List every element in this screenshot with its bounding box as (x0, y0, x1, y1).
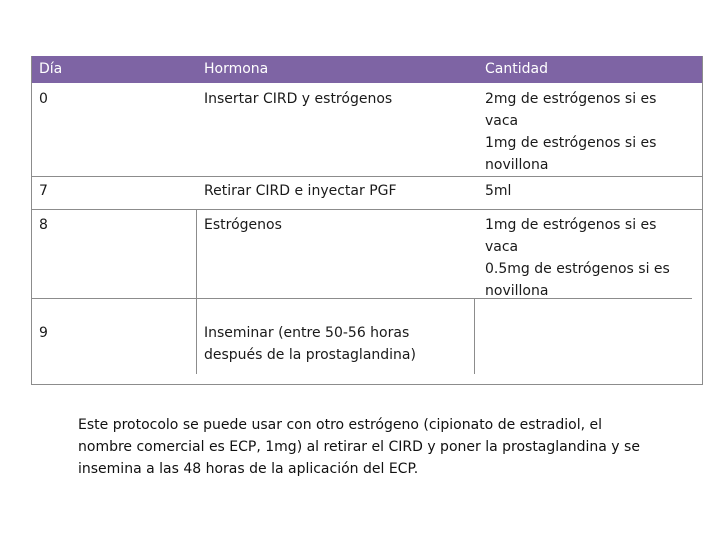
row-divider (32, 176, 702, 177)
row-9-day: 9 (39, 325, 48, 341)
row-7-amount: 5ml (485, 183, 512, 199)
row-0-amount: 2mg de estrógenos si es vaca 1mg de estrógenos si es novillona (485, 91, 657, 173)
note-line: insemina a las 48 horas de la aplicación del ECP. (78, 461, 419, 477)
row-divider (32, 209, 702, 210)
column-divider (474, 298, 475, 374)
protocol-note (78, 414, 698, 480)
note-line: nombre comercial es ECP, 1mg) al retirar el CIRD y poner la prostaglandina y se (78, 439, 640, 455)
protocol-table (31, 56, 703, 385)
row-7-hormone: Retirar CIRD e inyectar PGF (204, 183, 397, 199)
row-8-hormone: Estrógenos (204, 217, 282, 233)
column-divider (196, 209, 197, 298)
row-0-hormone: Insertar CIRD y estrógenos (204, 91, 393, 107)
row-9-hormone: Inseminar (entre 50-56 horas después de la prostaglandina) (204, 325, 416, 363)
header-day: Día (39, 61, 63, 77)
row-7-day: 7 (39, 183, 48, 199)
note-line: Este protocolo se puede usar con otro estrógeno (cipionato de estradiol, el (78, 417, 603, 433)
table-header-row (32, 56, 702, 83)
header-amount: Cantidad (485, 61, 548, 77)
column-divider (196, 298, 197, 374)
row-8-amount: 1mg de estrógenos si es vaca 0.5mg de estrógenos si es novillona (485, 217, 670, 299)
row-8-day: 8 (39, 217, 48, 233)
header-hormone: Hormona (204, 61, 269, 77)
row-0-day: 0 (39, 91, 48, 107)
